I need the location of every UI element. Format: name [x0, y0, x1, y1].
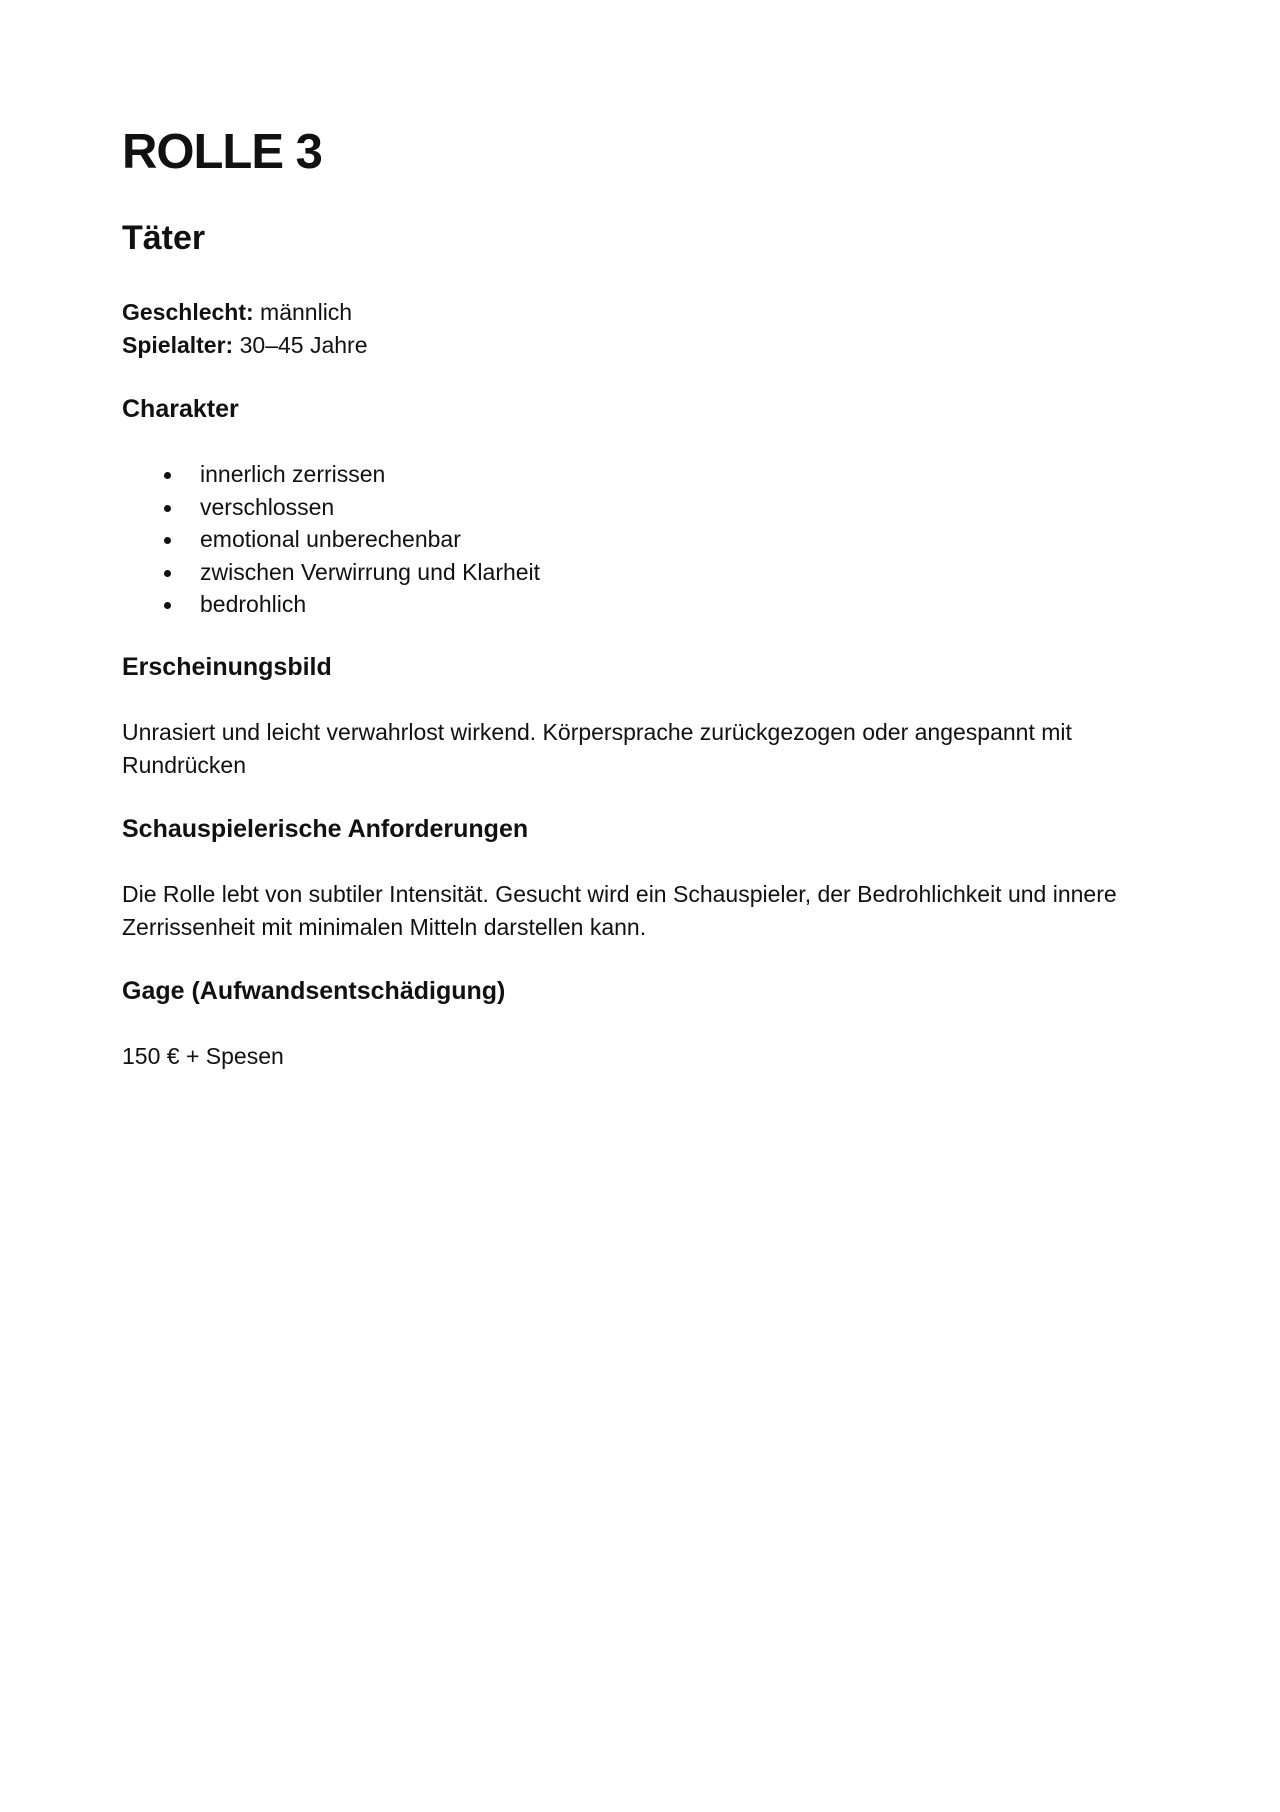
appearance-heading: Erscheinungsbild [122, 653, 332, 681]
list-item [122, 523, 540, 556]
requirements-heading: Schauspielerische Anforderungen [122, 815, 529, 843]
meta-gender-label: Geschlecht: [122, 299, 254, 325]
list-item-text: emotional unberechenbar [200, 526, 461, 552]
list-item-text: zwischen Verwirrung und Klarheit [200, 558, 541, 585]
meta-age-label: Spielalter: [122, 332, 234, 358]
list-item [122, 458, 540, 491]
bullet-icon [164, 472, 171, 479]
fee-text: 150 € + Spesen [122, 1043, 284, 1069]
list-item [122, 556, 540, 589]
role-meta [122, 296, 368, 362]
bullet-icon [164, 602, 171, 609]
meta-gender-value: männlich [260, 299, 353, 325]
list-item [122, 491, 540, 524]
fee-heading: Gage (Aufwandsentschädigung) [122, 977, 506, 1005]
bullet-icon [164, 537, 171, 544]
list-item-text: innerlich zerrissen [200, 461, 386, 487]
list-item-text: verschlossen [200, 493, 335, 520]
list-item [122, 588, 540, 621]
role-name: Täter [122, 219, 206, 257]
meta-gender [122, 296, 368, 329]
meta-age-value: 30–45 Jahre [239, 332, 368, 358]
meta-age [122, 329, 368, 362]
appearance-text: Unrasiert und leicht verwahrlost wirkend. Körpersprache zurückgezogen oder angespannt mit Rundrücken [122, 719, 1072, 778]
character-list [122, 458, 540, 621]
document-title: ROLLE 3 [122, 125, 322, 179]
list-item-text: bedrohlich [200, 591, 307, 617]
requirements-text: Die Rolle lebt von subtiler Intensität. Gesucht wird ein Schauspieler, der Bedrohlichkeit und innere Zerrissenheit mit minimalen Mitteln darstellen kann. [122, 881, 1117, 940]
character-heading: Charakter [122, 395, 239, 423]
bullet-icon [164, 505, 171, 512]
bullet-icon [164, 570, 171, 577]
